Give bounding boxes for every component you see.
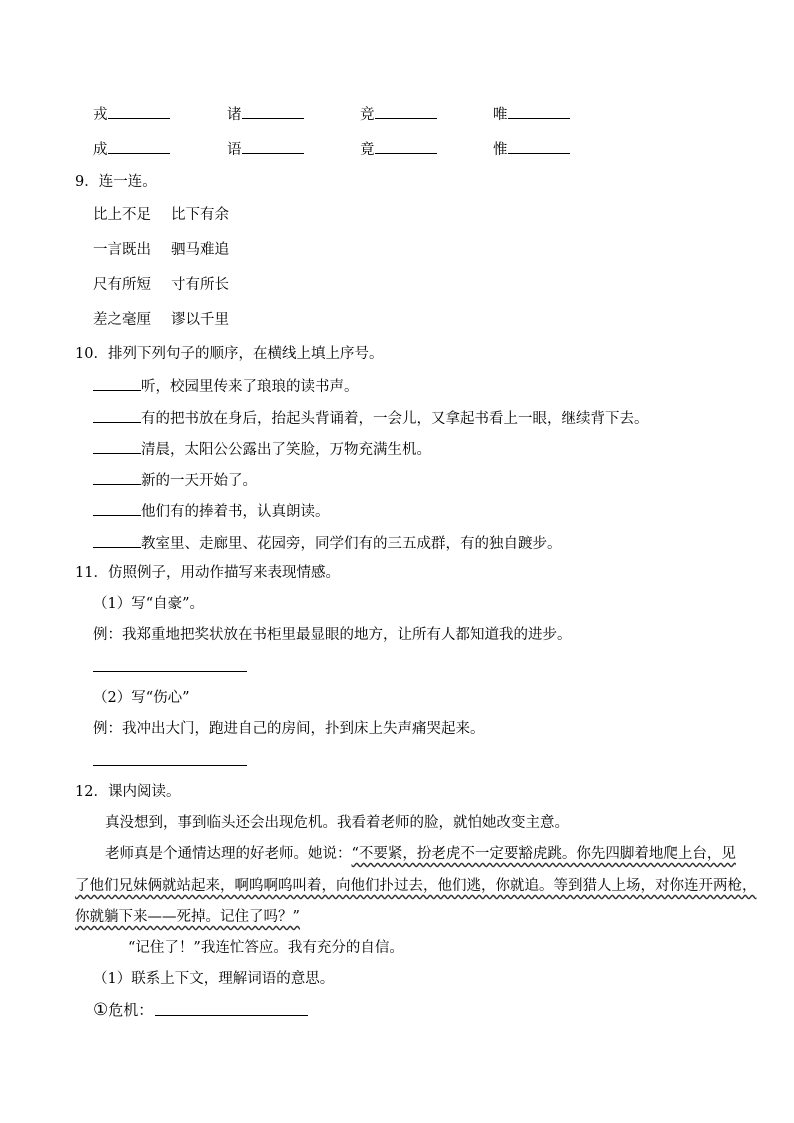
q12-wavy-quote: “不要紧，扮老虎不一定要豁虎跳。你先四脚着地爬上台，见 <box>351 846 736 862</box>
answer-blank[interactable] <box>508 103 570 119</box>
answer-blank[interactable] <box>242 138 304 154</box>
answer-blank[interactable] <box>375 138 437 154</box>
q9-right-item[interactable]: 谬以千里 <box>171 312 229 328</box>
answer-blank[interactable] <box>93 407 141 423</box>
q10-sentence: 有的把书放在身后，抬起头背诵着，一会儿，又拿起书看上一眼，继续背下去。 <box>141 411 649 427</box>
q8-char: 惟 <box>493 142 508 158</box>
q10-item <box>93 438 431 460</box>
q11-part2-answer-line[interactable] <box>93 765 247 766</box>
q9-left-item[interactable]: 一言既出 <box>93 242 151 258</box>
q9-left-item[interactable]: 差之毫厘 <box>93 312 151 328</box>
q9-title: 9．连一连。 <box>75 174 157 190</box>
q10-item <box>93 375 359 397</box>
q12-paragraph-1: 真没想到，事到临头还会出现危机。我看着老师的脸，就怕她改变主意。 <box>105 815 569 831</box>
q12-paragraph-2-line-2 <box>75 876 757 896</box>
answer-blank[interactable] <box>242 103 304 119</box>
answer-blank[interactable] <box>508 138 570 154</box>
q8-char: 竞 <box>360 107 375 123</box>
q11-part2-example: 例：我冲出大门，跑进自己的房间，扑到床上失声痛哭起来。 <box>93 721 485 737</box>
q8-item-1 <box>93 103 170 125</box>
q8-item-4 <box>493 103 570 125</box>
answer-blank[interactable] <box>108 138 170 154</box>
q9-right-item[interactable]: 驷马难追 <box>171 242 229 258</box>
q10-item <box>93 500 330 522</box>
q12-item-1-label: 危机： <box>108 1001 154 1019</box>
q9-left-item[interactable]: 比上不足 <box>93 207 151 223</box>
answer-blank[interactable] <box>93 500 141 516</box>
q10-item <box>93 469 257 491</box>
q11-part2-label: （2）写“伤心” <box>93 690 190 706</box>
q11-part1-label: （1）写“自豪”。 <box>93 596 205 612</box>
q12-para2-text: 老师真是个通情达理的好老师。她说： <box>105 846 352 862</box>
q10-sentence: 他们有的捧着书，认真朗读。 <box>141 504 330 520</box>
q8-char: 唯 <box>493 107 508 123</box>
q10-sentence: 新的一天开始了。 <box>141 473 257 489</box>
q11-part1-answer-line[interactable] <box>93 671 247 672</box>
q8-char: 戎 <box>93 107 108 123</box>
q12-title: 12．课内阅读。 <box>75 784 181 800</box>
q12-item-1-answer-line[interactable] <box>155 1015 308 1016</box>
q9-left-item[interactable]: 尺有所短 <box>93 277 151 293</box>
q9-right-item[interactable]: 寸有所长 <box>171 277 229 293</box>
q10-sentence: 教室里、走廊里、花园旁，同学们有的三五成群，有的独自踱步。 <box>141 536 562 552</box>
q10-title: 10．排列下列句子的顺序，在横线上填上序号。 <box>75 346 384 362</box>
q12-paragraph-3: “记住了！”我连忙答应。我有充分的自信。 <box>128 940 404 956</box>
answer-blank[interactable] <box>108 103 170 119</box>
q12-wavy-quote: 你就躺下来——死掉。记住了吗？” <box>75 909 300 925</box>
q8-char: 竟 <box>360 142 375 158</box>
q8-char: 成 <box>93 142 108 158</box>
q8-item-5 <box>93 138 170 160</box>
answer-blank[interactable] <box>93 469 141 485</box>
q8-item-2 <box>227 103 304 125</box>
q10-item <box>93 407 649 429</box>
q11-title: 11．仿照例子，用动作描写来表现情感。 <box>75 565 340 581</box>
q12-item-1 <box>93 1000 153 1020</box>
q12-sub-question-1: （1）联系上下文，理解词语的意思。 <box>93 971 335 987</box>
q12-paragraph-2 <box>105 844 736 864</box>
answer-blank[interactable] <box>93 532 141 548</box>
q10-sentence: 清晨，太阳公公露出了笑脸，万物充满生机。 <box>141 442 431 458</box>
q8-char: 语 <box>227 142 242 158</box>
q11-part1-example: 例：我郑重地把奖状放在书柜里最显眼的地方，让所有人都知道我的进步。 <box>93 627 572 643</box>
q8-char: 诸 <box>227 107 242 123</box>
circled-number-one: ① <box>93 1000 109 1020</box>
q8-item-6 <box>227 138 304 160</box>
q8-item-8 <box>493 138 570 160</box>
q10-item <box>93 532 562 554</box>
q12-wavy-quote: 了他们兄妹俩就站起来，啊呜啊呜叫着，向他们扑过去，他们逃，你就追。等到猎人上场，对你连开两枪， <box>75 878 757 894</box>
q8-item-3 <box>360 103 437 125</box>
answer-blank[interactable] <box>375 103 437 119</box>
q8-item-7 <box>360 138 437 160</box>
answer-blank[interactable] <box>93 438 141 454</box>
q9-right-item[interactable]: 比下有余 <box>171 207 229 223</box>
q12-paragraph-2-line-3 <box>75 907 300 927</box>
q10-sentence: 听，校园里传来了琅琅的读书声。 <box>141 379 359 395</box>
answer-blank[interactable] <box>93 375 141 391</box>
